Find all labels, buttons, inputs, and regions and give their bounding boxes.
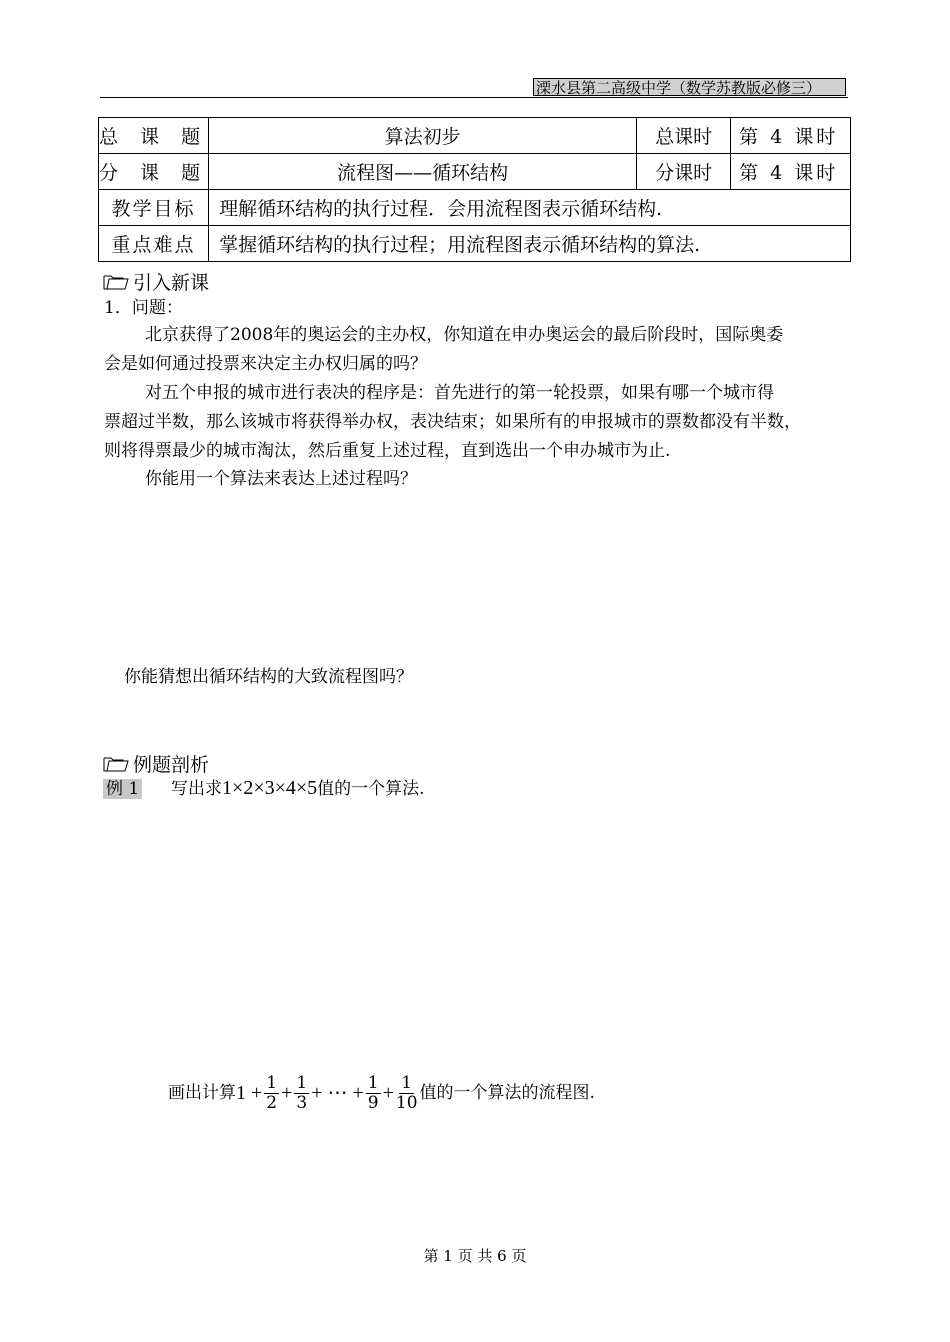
example1-prefix: 写出求 — [171, 779, 223, 799]
table-row — [99, 118, 851, 154]
folder-icon — [103, 273, 129, 291]
section-examples-title — [103, 750, 209, 777]
example1 — [103, 777, 425, 800]
folder-icon — [103, 755, 129, 773]
section-intro-title — [103, 268, 209, 295]
table-row — [99, 154, 851, 190]
fraction-1-9 — [366, 1074, 381, 1113]
key-points-label: 重点难点 — [99, 226, 209, 262]
key-points-value: 掌握循环结构的执行过程；用流程图表示循环结构的算法. — [209, 226, 851, 262]
fraction-denominator: 2 — [266, 1092, 278, 1113]
para2-line3: 则将得票最少的城市淘汰，然后重复上述过程，直到选出一个申办城市为止. — [104, 441, 671, 461]
teaching-goal-label: 教学目标 — [99, 190, 209, 226]
sub-topic-label: 分 课 题 — [99, 154, 209, 190]
task2-prefix: 画出计算 — [168, 1083, 236, 1103]
sub-periods-label: 分课时 — [637, 154, 731, 190]
fraction-denominator: 9 — [367, 1092, 379, 1113]
lesson-info-table — [98, 117, 851, 262]
teaching-goal-value: 理解循环结构的执行过程．会用流程图表示循环结构. — [209, 190, 851, 226]
sub-topic-value: 流程图——循环结构 — [209, 154, 637, 190]
total-topic-label: 总 课 题 — [99, 118, 209, 154]
page-footer: 第 1 页 共 6 页 — [423, 1247, 527, 1265]
fraction-numerator: 1 — [296, 1072, 308, 1093]
series-lead: 1 + — [236, 1082, 263, 1104]
sub-periods-value: 第 4 课时 — [731, 154, 851, 190]
section-examples-title-text: 例题剖析 — [133, 754, 210, 776]
header-rule — [100, 97, 848, 98]
para2-line2: 票超过半数，那么该城市将获得举办权，表决结束；如果所有的申报城市的票数都没有半数， — [104, 412, 801, 432]
para1-line2: 会是如何通过投票来决定主办权归属的吗？ — [104, 354, 427, 374]
fraction-numerator: 1 — [266, 1072, 278, 1093]
para3: 你能用一个算法来表达上述过程吗？ — [145, 469, 417, 489]
table-row — [99, 190, 851, 226]
fraction-denominator: 10 — [395, 1092, 418, 1113]
ellipsis-term: + ⋯ + — [311, 1082, 364, 1104]
task2 — [168, 1068, 595, 1118]
example1-label: 例 1 — [103, 779, 142, 799]
plus-sign: + — [382, 1082, 394, 1104]
fraction-numerator: 1 — [367, 1072, 379, 1093]
fraction-denominator: 3 — [296, 1092, 308, 1113]
task2-suffix: 值的一个算法的流程图. — [419, 1083, 595, 1103]
question-number: 1．问题： — [104, 298, 183, 318]
total-topic-value: 算法初步 — [209, 118, 637, 154]
school-header-tag: 溧水县第二高级中学（数学苏教版必修三） — [533, 78, 846, 96]
fraction-1-10 — [396, 1074, 418, 1113]
fraction-1-2 — [264, 1074, 279, 1113]
fraction-numerator: 1 — [401, 1072, 413, 1093]
para4: 你能猜想出循环结构的大致流程图吗？ — [124, 667, 413, 687]
total-periods-label: 总课时 — [637, 118, 731, 154]
para1-line1: 北京获得了2008年的奥运会的主办权，你知道在申办奥运会的最后阶段时，国际奥委 — [145, 325, 784, 345]
plus-sign: + — [281, 1082, 293, 1104]
example1-suffix: 值的一个算法. — [317, 779, 425, 799]
fraction-1-3 — [294, 1074, 309, 1113]
section-intro-title-text: 引入新课 — [133, 272, 210, 294]
para2-line1: 对五个申报的城市进行表决的程序是：首先进行的第一轮投票，如果有哪一个城市得 — [145, 383, 774, 403]
example1-math: 1×2×3×4×5 — [222, 777, 318, 799]
table-row — [99, 226, 851, 262]
total-periods-value: 第 4 课时 — [731, 118, 851, 154]
